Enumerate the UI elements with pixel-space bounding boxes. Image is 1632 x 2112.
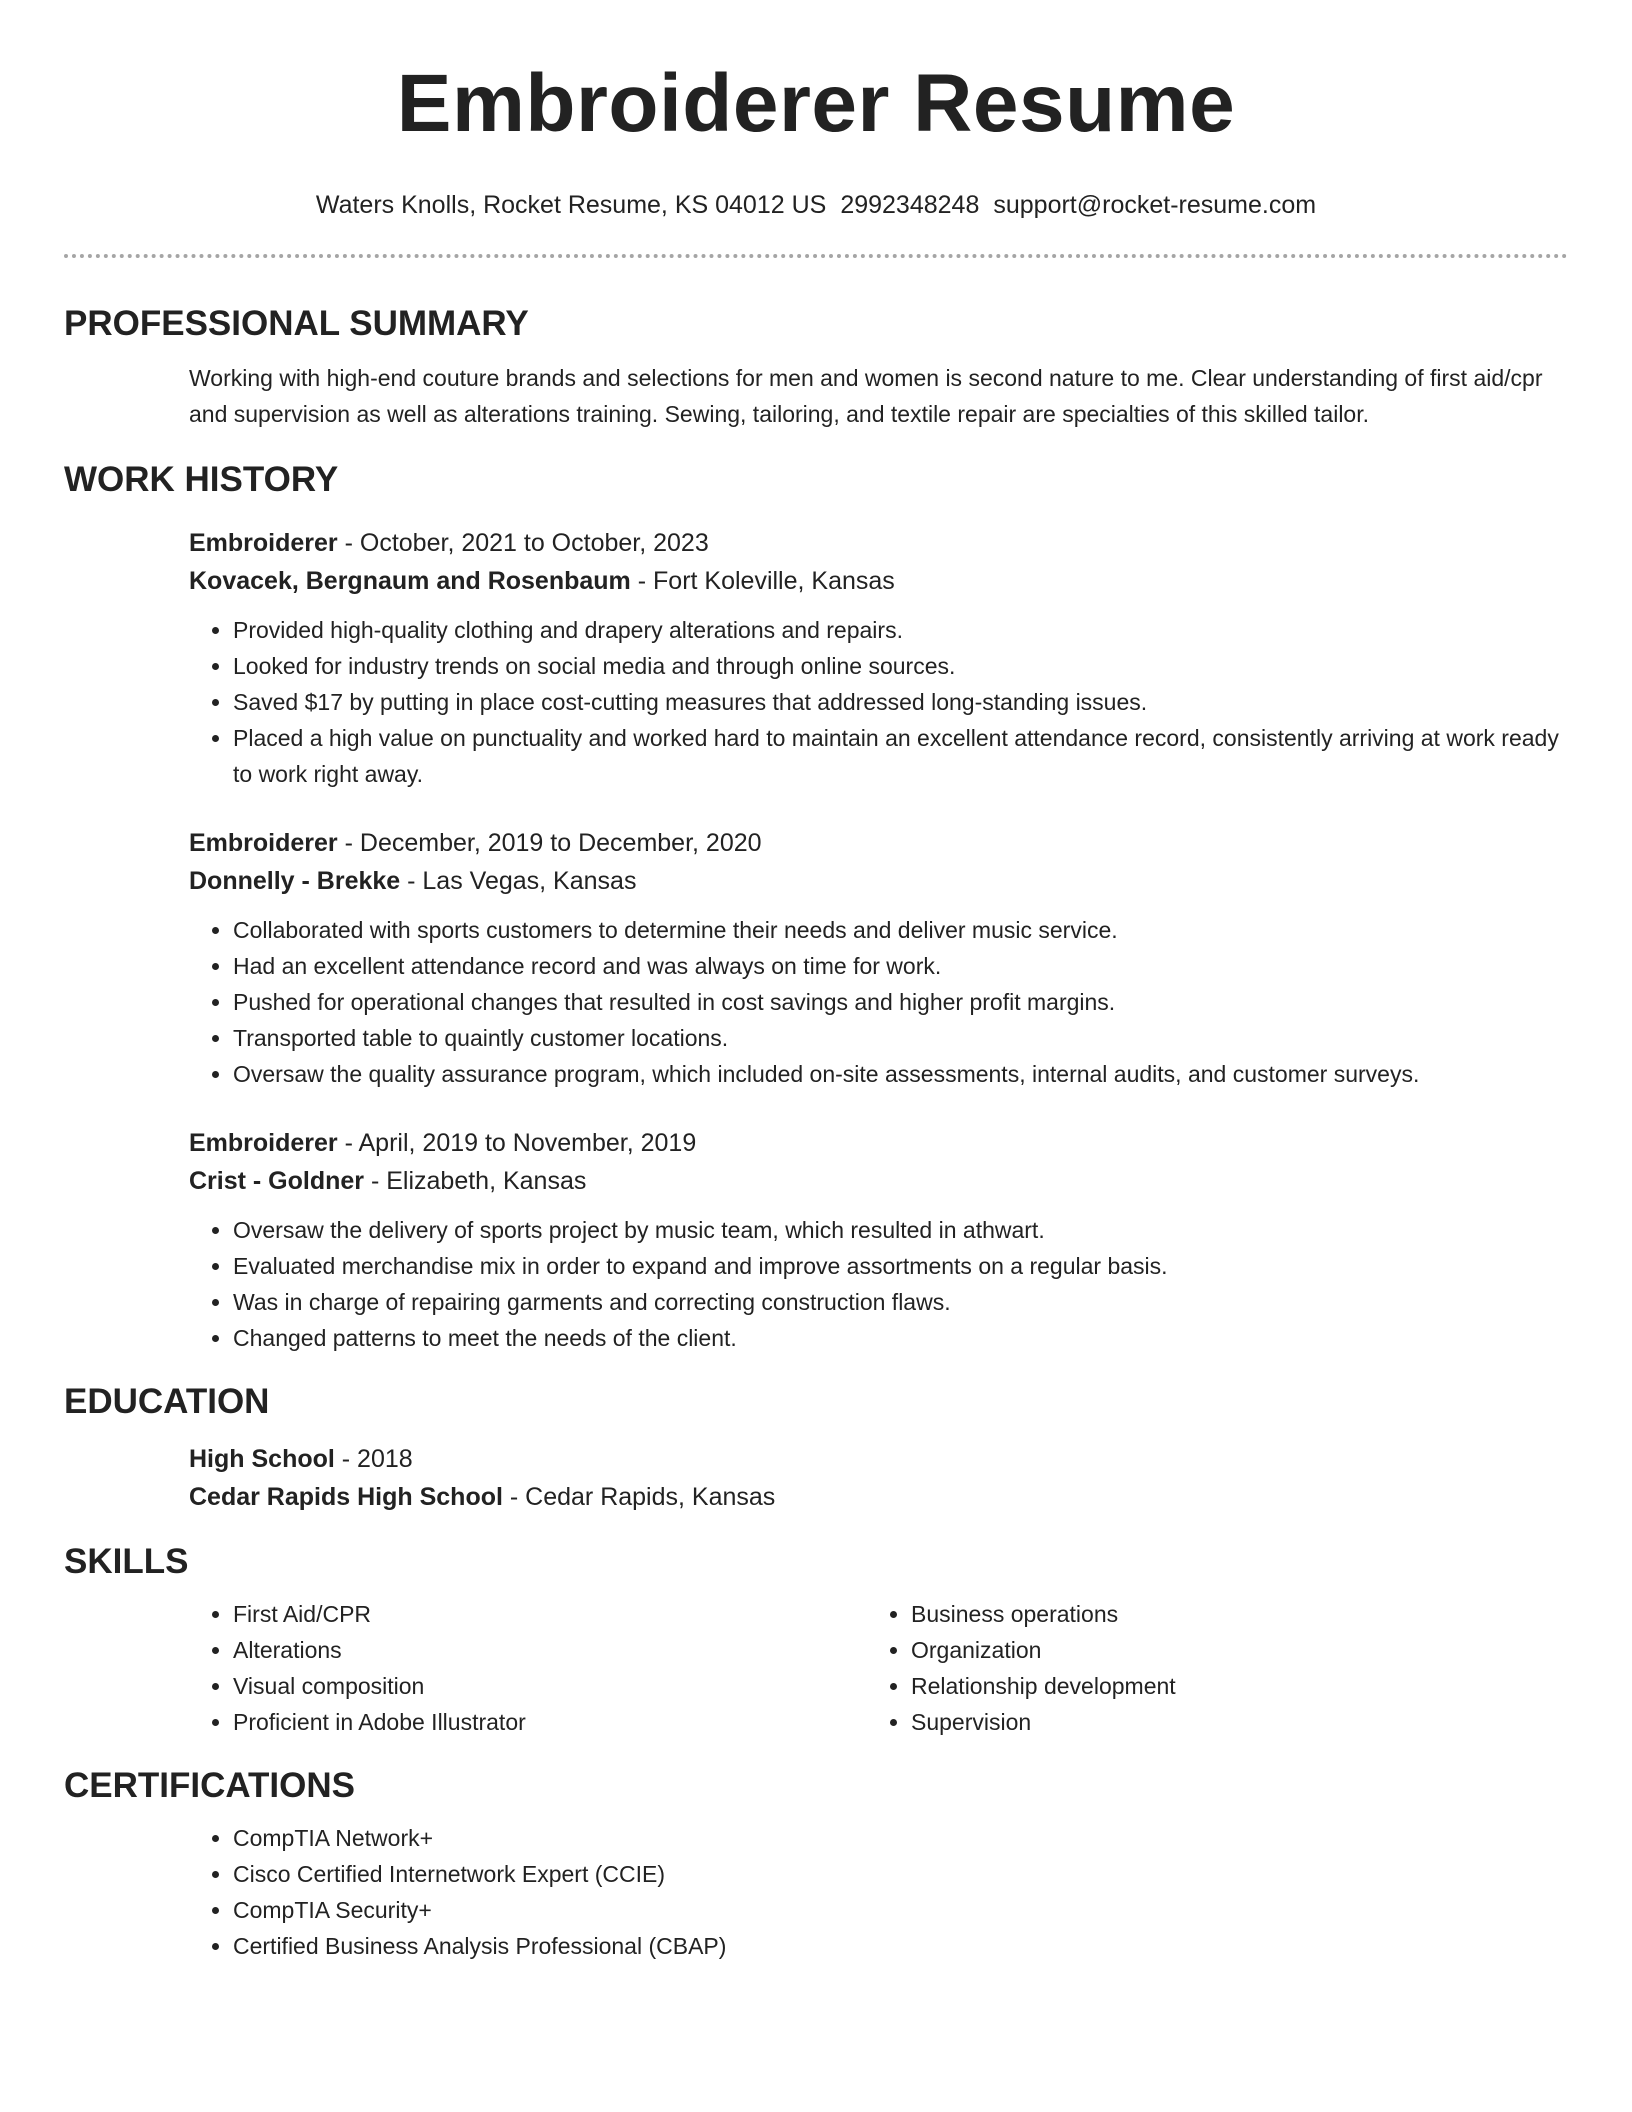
resume-title: Embroiderer Resume <box>396 58 1236 149</box>
education-degree: High School <box>189 1445 335 1473</box>
education-school: Cedar Rapids High School <box>189 1483 503 1511</box>
job-title-line <box>189 824 1568 862</box>
list-item: • Collaborated with sports customers to determine their needs and deliver music service. <box>233 912 1568 948</box>
job-company-line <box>189 1162 1568 1200</box>
skill-item: • Supervision <box>911 1704 1545 1740</box>
skills-section <box>64 1540 1568 1740</box>
list-item: • Was in charge of repairing garments and correcting construction flaws. <box>233 1284 1568 1320</box>
job-dates: - October, 2021 to October, 2023 <box>337 529 709 557</box>
education-degree-line <box>189 1440 1568 1478</box>
job-entry <box>189 824 1568 1092</box>
resume-page <box>64 0 1568 1964</box>
list-item: • Changed patterns to meet the needs of the client. <box>233 1320 1568 1356</box>
job-entry <box>189 1124 1568 1356</box>
certification-item: • CompTIA Network+ <box>233 1820 1568 1856</box>
certification-item: • CompTIA Security+ <box>233 1892 1568 1928</box>
job-bullets <box>189 912 1568 1092</box>
skills-column-left <box>189 1596 867 1740</box>
skill-item: • Visual composition <box>233 1668 867 1704</box>
list-item: • Provided high-quality clothing and drapery alterations and repairs. <box>233 612 1568 648</box>
job-title: Embroiderer <box>189 529 338 557</box>
job-bullets <box>189 1212 1568 1356</box>
skills-grid <box>189 1596 1568 1740</box>
list-item: • Evaluated merchandise mix in order to expand and improve assortments on a regular basis. <box>233 1248 1568 1284</box>
list-item: • Looked for industry trends on social media and through online sources. <box>233 648 1568 684</box>
job-company: Crist - Goldner <box>189 1167 365 1195</box>
summary-text: Working with high-end couture brands and selections for men and women is second nature to me. Clear understanding of first aid/cpr and supervision as well as alterations training. Sewing, tailoring, and textile repair are specialties of this skilled tailor. <box>189 365 1543 427</box>
list-item: • Oversaw the delivery of sports project by music team, which resulted in athwart. <box>233 1212 1568 1248</box>
list-item: • Placed a high value on punctuality and worked hard to maintain an excellent attendance record, consistently arriving at work ready to work right away. <box>233 720 1568 792</box>
education-location: - Cedar Rapids, Kansas <box>502 1483 776 1511</box>
skills-column-right <box>867 1596 1545 1740</box>
skill-item: • First Aid/CPR <box>233 1596 867 1632</box>
education-section <box>64 1380 1568 1516</box>
summary-heading: PROFESSIONAL SUMMARY <box>64 304 529 343</box>
list-item: • Saved $17 by putting in place cost-cutting measures that addressed long-standing issues. <box>233 684 1568 720</box>
contact-address: Waters Knolls, Rocket Resume, KS 04012 US <box>315 191 827 219</box>
job-company: Donnelly - Brekke <box>189 867 401 895</box>
job-bullets <box>189 612 1568 792</box>
job-dates: - April, 2019 to November, 2019 <box>337 1129 697 1157</box>
job-title: Embroiderer <box>189 1129 338 1157</box>
list-item: • Oversaw the quality assurance program, which included on-site assessments, internal audits, and customer surveys. <box>233 1056 1568 1092</box>
skills-heading: SKILLS <box>64 1542 189 1581</box>
job-entry <box>189 524 1568 792</box>
job-company: Kovacek, Bergnaum and Rosenbaum <box>189 567 631 595</box>
contact-email: support@rocket-resume.com <box>993 191 1317 219</box>
certifications-heading: CERTIFICATIONS <box>64 1766 356 1805</box>
list-item: • Transported table to quaintly customer locations. <box>233 1020 1568 1056</box>
work-history-heading: WORK HISTORY <box>64 460 339 499</box>
contact-line <box>64 190 1568 220</box>
list-item: • Pushed for operational changes that resulted in cost savings and higher profit margins. <box>233 984 1568 1020</box>
skill-item: • Organization <box>911 1632 1545 1668</box>
education-heading: EDUCATION <box>64 1382 270 1421</box>
skill-item: • Alterations <box>233 1632 867 1668</box>
job-location: - Elizabeth, Kansas <box>364 1167 587 1195</box>
job-title-line <box>189 524 1568 562</box>
skill-item: • Proficient in Adobe Illustrator <box>233 1704 867 1740</box>
summary-section <box>64 302 1568 432</box>
skill-item: • Business operations <box>911 1596 1545 1632</box>
list-item: • Had an excellent attendance record and was always on time for work. <box>233 948 1568 984</box>
certifications-section <box>64 1764 1568 1964</box>
education-school-line <box>189 1478 1568 1516</box>
job-dates: - December, 2019 to December, 2020 <box>337 829 762 857</box>
job-title-line <box>189 1124 1568 1162</box>
header-divider <box>64 254 1568 258</box>
education-year: - 2018 <box>334 1445 413 1473</box>
job-company-line <box>189 562 1568 600</box>
contact-phone: 2992348248 <box>840 191 980 219</box>
certifications-list <box>189 1820 1568 1964</box>
job-company-line <box>189 862 1568 900</box>
job-title: Embroiderer <box>189 829 338 857</box>
certification-item: • Cisco Certified Internetwork Expert (CCIE) <box>233 1856 1568 1892</box>
certification-item: • Certified Business Analysis Professional (CBAP) <box>233 1928 1568 1964</box>
skill-item: • Relationship development <box>911 1668 1545 1704</box>
work-history-section <box>64 458 1568 1356</box>
job-location: - Las Vegas, Kansas <box>400 867 637 895</box>
job-location: - Fort Koleville, Kansas <box>630 567 895 595</box>
